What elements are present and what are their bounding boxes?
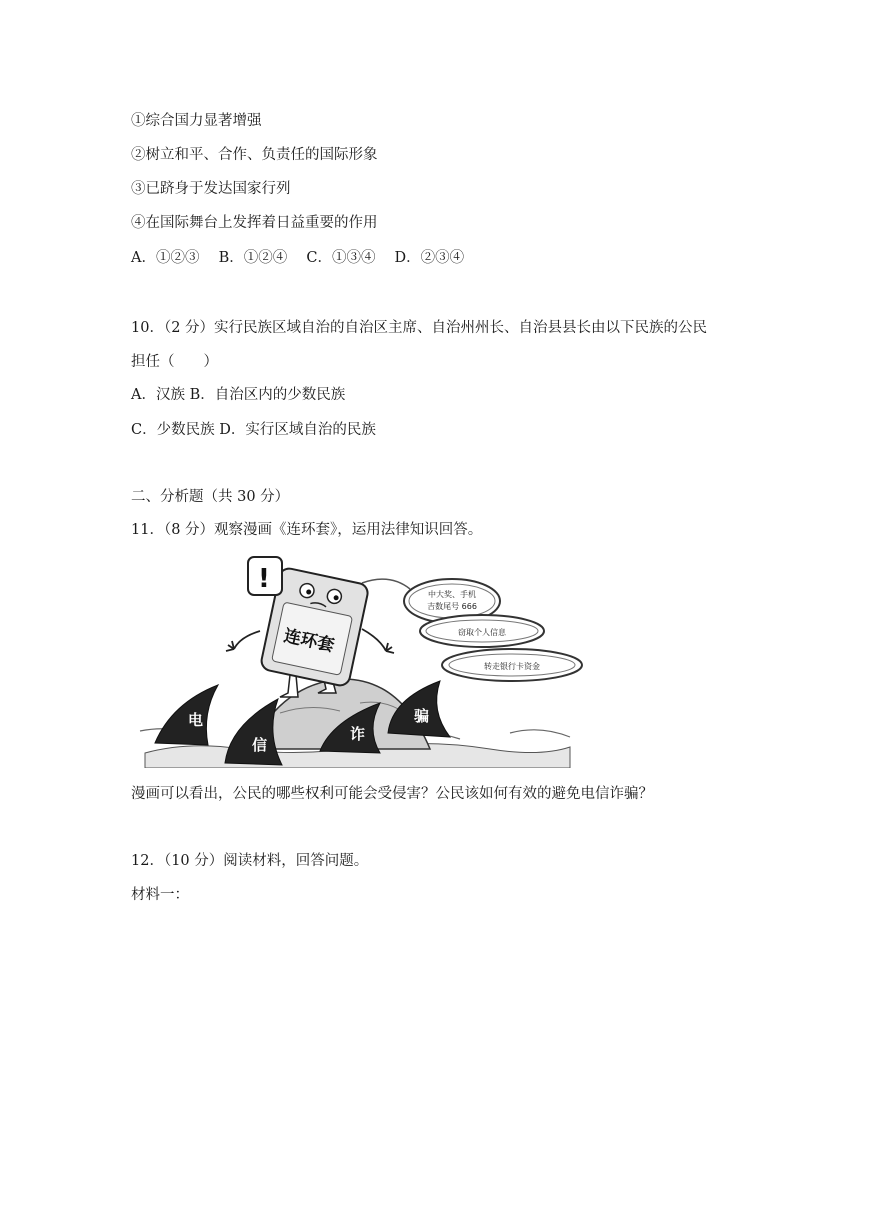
bubble-2: 窃取个人信息: [458, 628, 506, 637]
fin-char-2: 信: [252, 736, 268, 754]
bubble-3: 转走银行卡资金: [484, 662, 540, 671]
q11-question: 漫画可以看出，公民的哪些权利可能会受侵害？公民该如何有效的避免电信诈骗？: [131, 786, 653, 802]
fin-char-4: 骗: [414, 707, 430, 725]
q9-item-3: ③已跻身于发达国家行列: [131, 181, 291, 197]
section-heading: 二、分析题（共 30 分）: [131, 489, 290, 505]
q9-options: A．①②③ B．①②④ C．①③④ D．②③④: [131, 250, 465, 266]
q9-item-2: ②树立和平、合作、负责任的国际形象: [131, 147, 378, 163]
q12-material-1-label: 材料一：: [131, 887, 189, 903]
q9-item-4: ④在国际舞台上发挥着日益重要的作用: [131, 215, 378, 231]
q10-options-cd: C．少数民族 D．实行区域自治的民族: [131, 422, 376, 438]
bubble-1-line1: 中大奖、手机: [428, 590, 476, 599]
fraud-cartoon-image: [130, 553, 585, 768]
phone-label: 连环套: [281, 626, 337, 657]
bubble-1-line2: 吉数尾号 666: [427, 602, 477, 611]
fin-char-3: 诈: [350, 725, 366, 743]
q9-item-1: ①综合国力显著增强: [131, 113, 262, 129]
q10-stem-line2: 担任（ ）: [131, 354, 218, 370]
fin-char-1: 电: [188, 711, 204, 729]
exclamation-mark: !: [258, 564, 270, 594]
q10-stem-line1: 10．（2 分）实行民族区域自治的自治区主席、自治州州长、自治县县长由以下民族的公民: [131, 320, 708, 336]
q10-options-ab: A．汉族 B．自治区内的少数民族: [131, 387, 346, 403]
q12-stem: 12．（10 分）阅读材料，回答问题。: [131, 853, 369, 869]
q11-stem: 11．（8 分）观察漫画《连环套》，运用法律知识回答。: [131, 522, 483, 538]
